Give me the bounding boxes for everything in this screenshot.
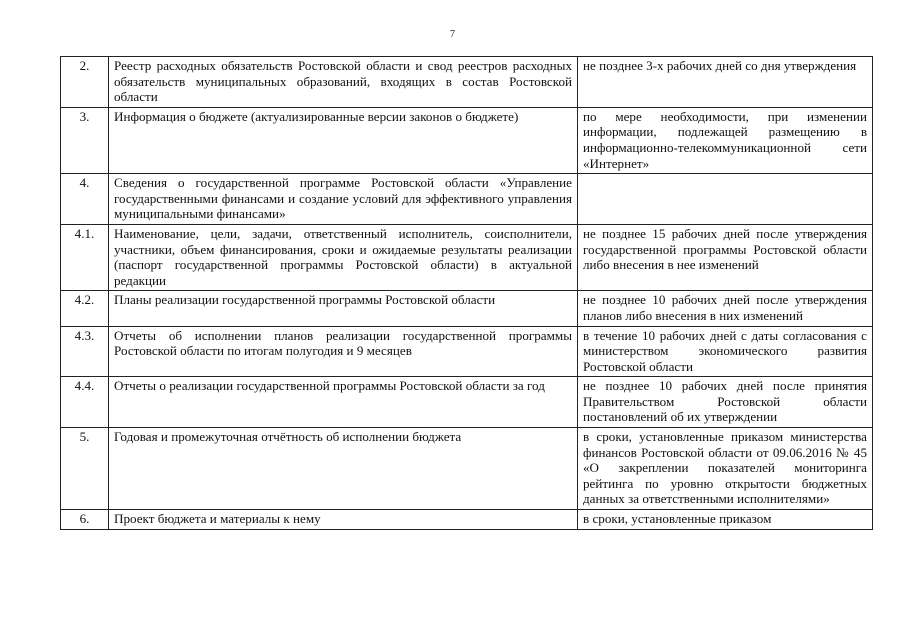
table-row xyxy=(61,107,873,173)
row-deadline: не позднее 10 рабочих дней после утверждения планов либо внесения в них изменений xyxy=(578,291,873,326)
row-number: 6. xyxy=(61,510,109,530)
row-number: 3. xyxy=(61,107,109,173)
page-number: 7 xyxy=(450,29,455,40)
row-number: 4.3. xyxy=(61,326,109,377)
row-description: Сведения о государственной программе Ростовской области «Управление государственными финансами и создание условий для эффективного управления муниципальными финансами» xyxy=(109,174,578,225)
table-row xyxy=(61,174,873,225)
row-deadline: не позднее 15 рабочих дней после утверждения государственной программы Ростовской области либо внесения в нее изменений xyxy=(578,224,873,290)
row-description: Годовая и промежуточная отчётность об исполнении бюджета xyxy=(109,428,578,510)
row-number: 4.2. xyxy=(61,291,109,326)
row-description: Информация о бюджете (актуализированные версии законов о бюджете) xyxy=(109,107,578,173)
row-deadline xyxy=(578,174,873,225)
row-deadline: в сроки, установленные приказом министерства финансов Ростовской области от 09.06.2016 № 45 «О закреплении показателей мониторинга рейтинга по уровню открытости бюджетных данных за ответственными исполнителями» xyxy=(578,428,873,510)
row-description: Планы реализации государственной программы Ростовской области xyxy=(109,291,578,326)
table-row xyxy=(61,428,873,510)
row-deadline: по мере необходимости, при изменении информации, подлежащей размещению в информационно-телекоммуникационной сети «Интернет» xyxy=(578,107,873,173)
table-row xyxy=(61,510,873,530)
row-description: Отчеты об исполнении планов реализации государственной программы Ростовской области по итогам полугодия и 9 месяцев xyxy=(109,326,578,377)
row-number: 4.1. xyxy=(61,224,109,290)
row-deadline: в течение 10 рабочих дней с даты согласования с министерством экономического развития Ростовской области xyxy=(578,326,873,377)
row-description: Реестр расходных обязательств Ростовской области и свод реестров расходных обязательств муниципальных образований, входящих в состав Ростовской области xyxy=(109,57,578,108)
row-number: 5. xyxy=(61,428,109,510)
table-row xyxy=(61,224,873,290)
table-row xyxy=(61,57,873,108)
row-number: 4.4. xyxy=(61,377,109,428)
row-description: Проект бюджета и материалы к нему xyxy=(109,510,578,530)
row-deadline: в сроки, установленные приказом xyxy=(578,510,873,530)
row-number: 4. xyxy=(61,174,109,225)
table-row xyxy=(61,377,873,428)
row-description: Наименование, цели, задачи, ответственный исполнитель, соисполнители, участники, объем финансирования, сроки и ожидаемые результаты реализации (паспорт государственной программы Ростовской области) в актуальной редакции xyxy=(109,224,578,290)
requirements-table xyxy=(60,56,873,530)
row-deadline: не позднее 3-х рабочих дней со дня утверждения xyxy=(578,57,873,108)
row-deadline: не позднее 10 рабочих дней после принятия Правительством Ростовской области постановлений об их утверждении xyxy=(578,377,873,428)
table-row xyxy=(61,326,873,377)
row-number: 2. xyxy=(61,57,109,108)
row-description: Отчеты о реализации государственной программы Ростовской области за год xyxy=(109,377,578,428)
table-row xyxy=(61,291,873,326)
